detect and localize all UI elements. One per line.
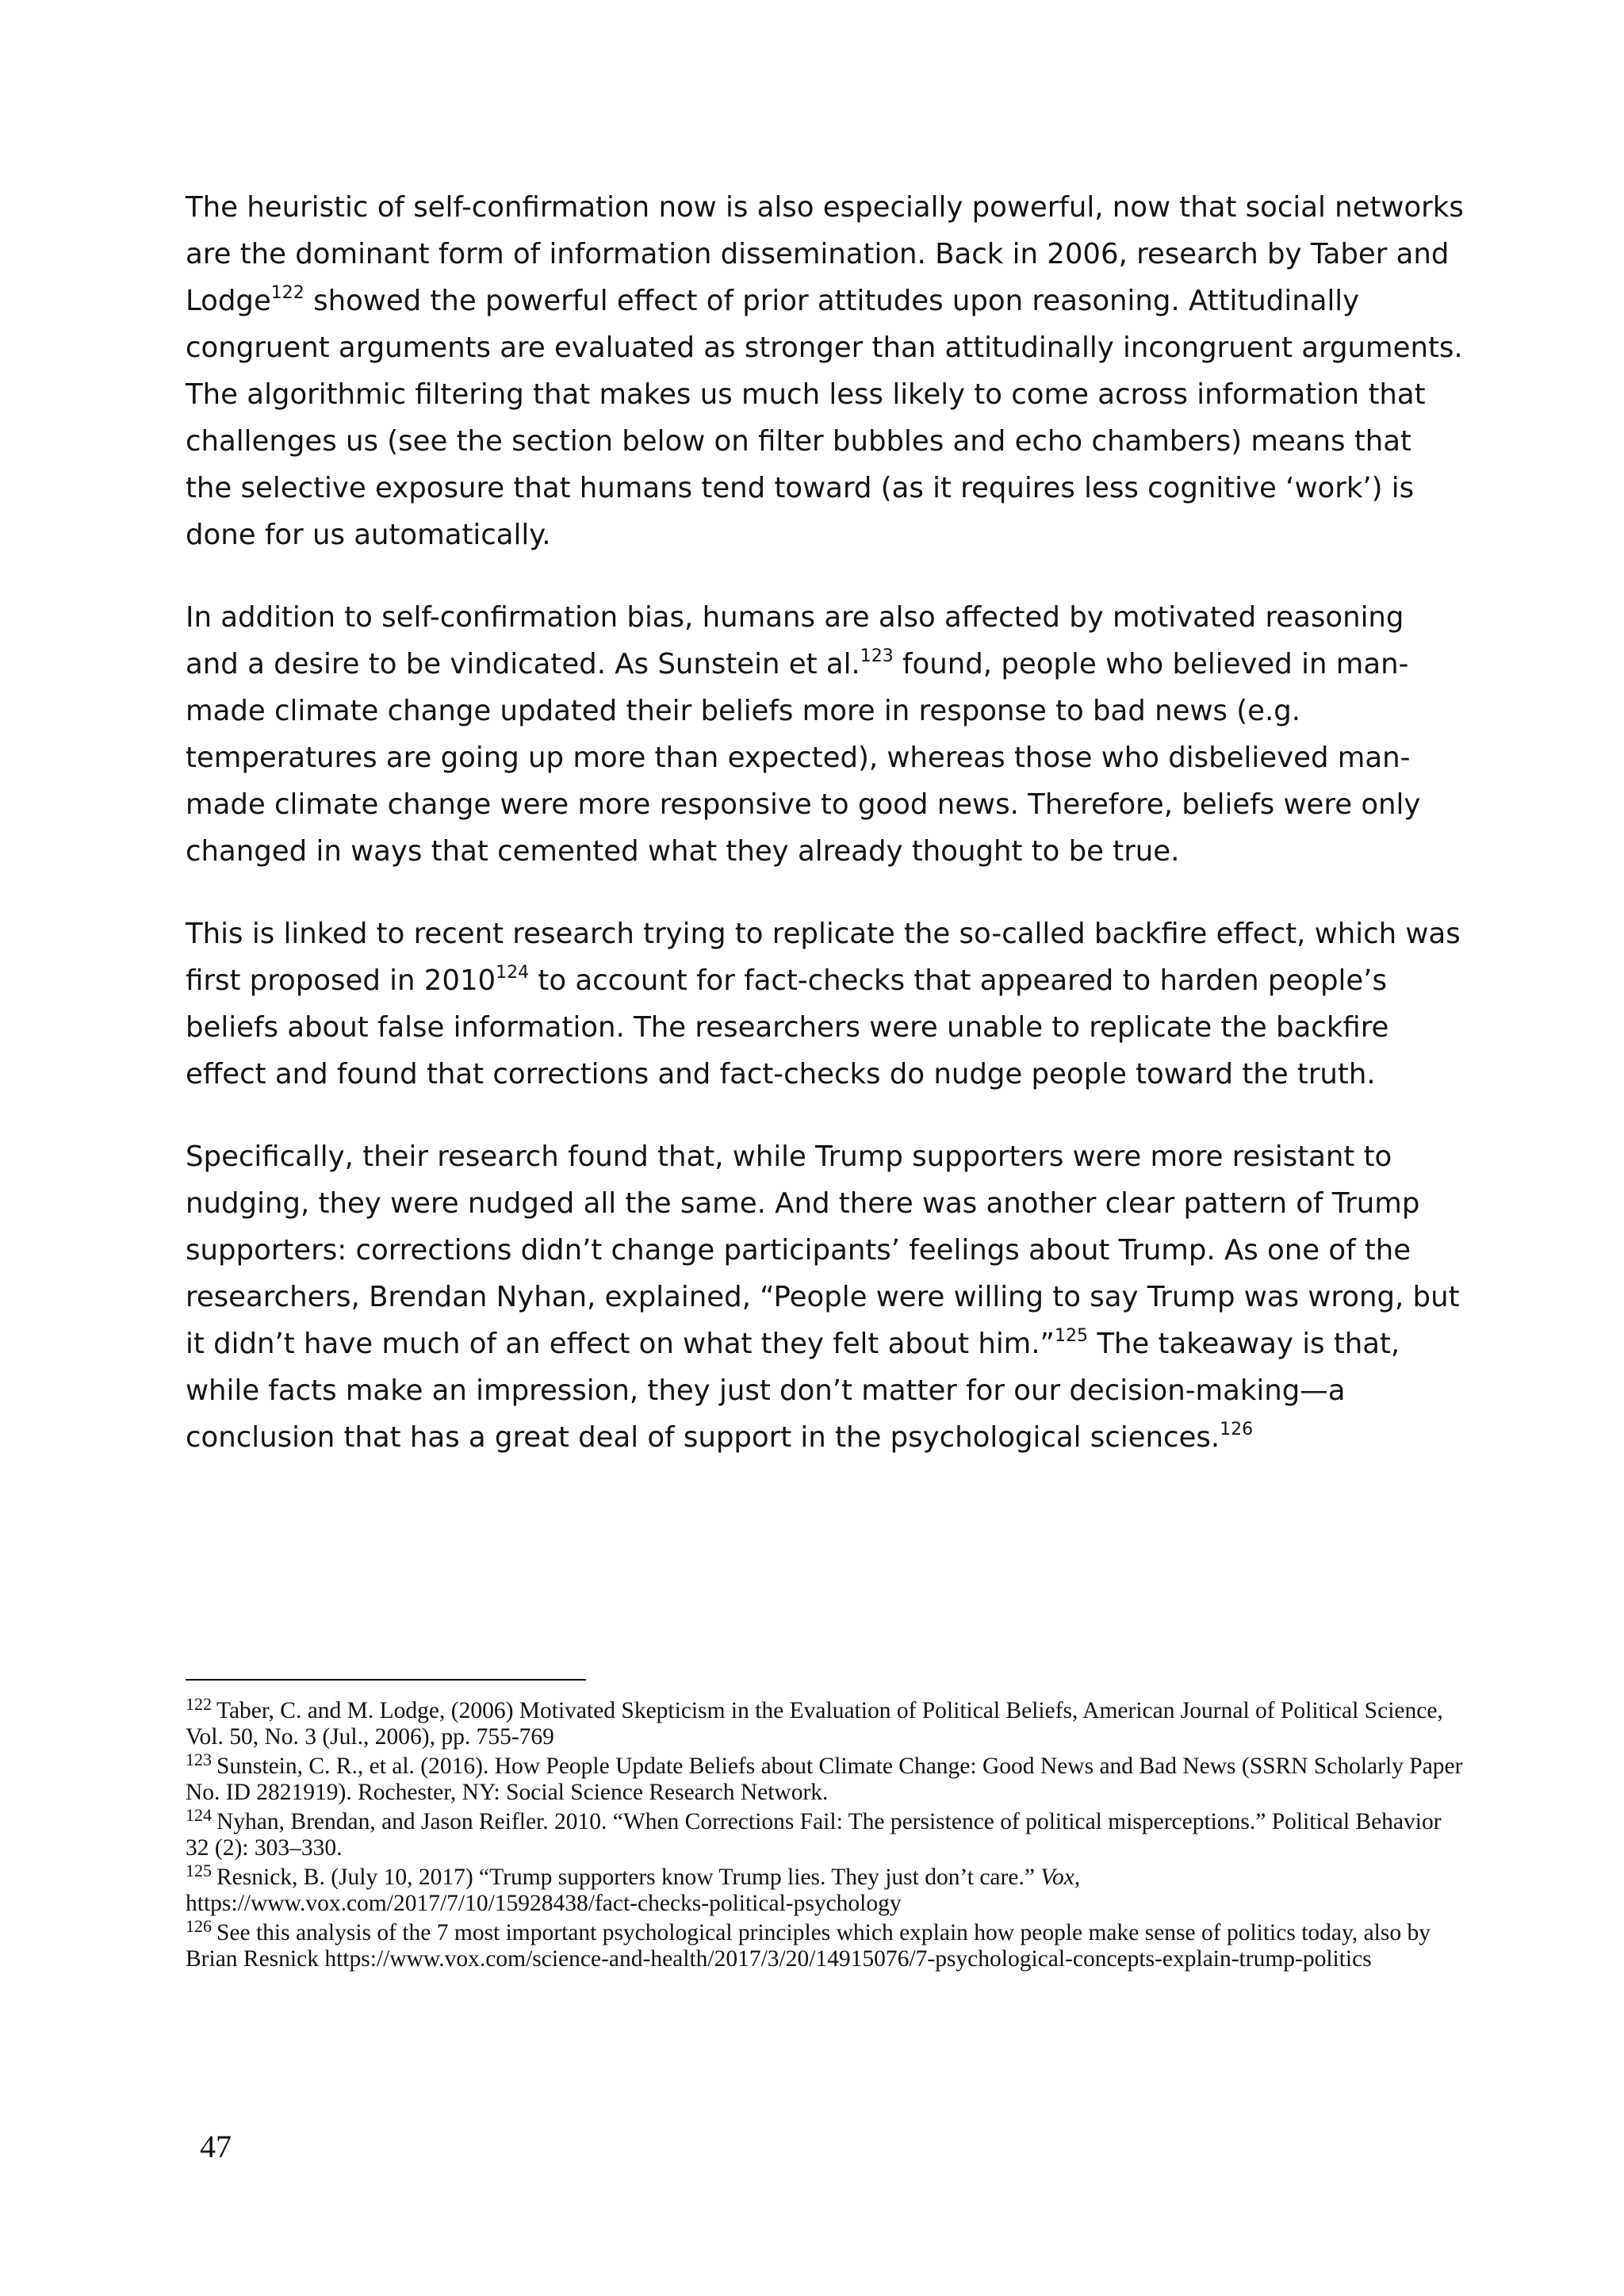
paragraph-text: showed the powerful effect of prior attitudes upon reasoning. Attitudinally congruent arguments are evaluated as stronger than attitudinally incongruent arguments. The algorithmic filtering that makes us much less likely to come across information that challenges us (see the section below on filter bubbles and echo chambers) means that the selective exposure that humans tend toward (as it requires less cognitive ‘work’) is done for us automatically. [186, 285, 1463, 551]
footnote-separator [186, 1679, 586, 1681]
footnote-reference[interactable]: 123 [860, 646, 894, 666]
paragraph [186, 910, 1464, 1098]
footnote-122 [186, 1694, 1464, 1750]
body-text [186, 184, 1464, 1497]
footnote-125 [186, 1861, 1464, 1917]
paragraph-text: The heuristic of self-confirmation now is also especially powerful, now that social networks are the dominant form of information dissemination. Back in 2006, research by Taber and Lodge [186, 191, 1464, 317]
footnote-reference[interactable]: 124 [496, 963, 530, 983]
footnote-text: Resnick, B. (July 10, 2017) “Trump supporters know Trump lies. They just don’t care.” [216, 1865, 1041, 1890]
page-number: 47 [200, 2129, 232, 2164]
footnote-number: 122 [186, 1694, 212, 1714]
footnote-text: See this analysis of the 7 most important psychological principles which explain how people make sense of politics today, also by Brian Resnick https://www.vox.com/science-and-health/2017/3/20/14915076/7-psychological-concepts-explain-trump-politics [186, 1920, 1431, 1972]
paragraph-text: to account for fact-checks that appeared to harden people’s beliefs about false information. The researchers were unable to replicate the backfire effect and found that corrections and fact-checks do nudge people toward the truth. [186, 964, 1389, 1091]
footnote-text: Taber, C. and M. Lodge, (2006) Motivated Skepticism in the Evaluation of Political Beliefs, American Journal of Political Science, Vol. 50, No. 3 (Jul., 2006), pp. 755-769 [186, 1698, 1443, 1750]
paragraph-text: Specifically, their research found that, while Trump supporters were more resistant to nudging, they were nudged all the same. And there was another clear pattern of Trump supporters: corrections didn’t change participants’ feelings about Trump. As one of the researchers, Brendan Nyhan, explained, “People were willing to say Trump was wrong, but it didn’t have much of an effect on what they felt about him.” [186, 1140, 1460, 1360]
paragraph-text: In addition to self-confirmation bias, humans are also affected by motivated reasoning and a desire to be vindicated. As Sunstein et al. [186, 601, 1404, 680]
footnote-reference[interactable]: 126 [1220, 1420, 1254, 1439]
footnote-text: Sunstein, C. R., et al. (2016). How People Update Beliefs about Climate Change: Good News and Bad News (SSRN Scholarly Paper No. ID 2821919). Rochester, NY: Social Science Research Network. [186, 1754, 1463, 1805]
footnote-number: 126 [186, 1916, 212, 1936]
footnote-reference[interactable]: 122 [270, 283, 304, 303]
paragraph [186, 594, 1464, 875]
footnote-124 [186, 1805, 1464, 1861]
footnote-number: 125 [186, 1861, 212, 1880]
footnote-link[interactable]: , https://www.vox.com/2017/7/10/15928438/fact-checks-political-psychology [186, 1865, 1081, 1916]
paragraph-text: This is linked to recent research trying to replicate the so-called backfire effect, which was first proposed in 2010 [186, 918, 1461, 997]
paragraph [186, 1133, 1464, 1461]
footnote-text: Nyhan, Brendan, and Jason Reifler. 2010. “When Corrections Fail: The persistence of political misperceptions.” Political Behavior 32 (2): 303–330. [186, 1809, 1442, 1861]
footnote-reference[interactable]: 125 [1054, 1326, 1088, 1346]
footnote-number: 123 [186, 1750, 212, 1769]
paragraph [186, 184, 1464, 558]
paragraph-text: found, people who believed in man-made climate change updated their beliefs more in response to bad news (e.g. temperatures are going up more than expected), whereas those who disbelieved man-made climate change were more responsive to good news. Therefore, beliefs were only changed in ways that cemented what they already thought to be true. [186, 648, 1421, 868]
footnote-publication: Vox [1040, 1865, 1074, 1890]
footnotes [186, 1694, 1464, 1976]
footnote-126 [186, 1916, 1464, 1972]
footnote-number: 124 [186, 1805, 212, 1825]
footnote-123 [186, 1750, 1464, 1806]
paragraph-text: The takeaway is that, while facts make an impression, they just don’t matter for our decision-making—a conclusion that has a great deal of support in the psychological sciences. [186, 1328, 1400, 1454]
